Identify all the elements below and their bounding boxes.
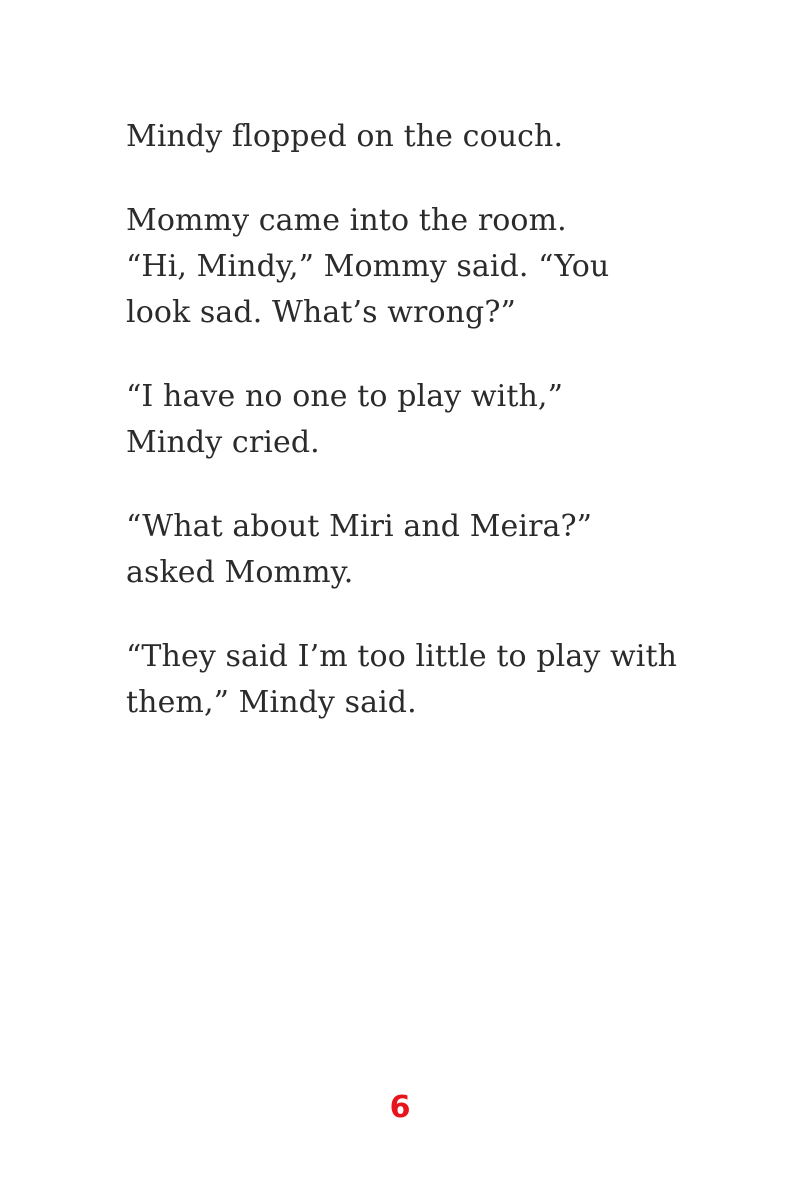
text-line: Mommy came into the room. xyxy=(126,203,567,238)
text-line: Mindy cried. xyxy=(126,425,320,460)
paragraph-1 xyxy=(126,114,746,160)
text-line: “They said I’m too little to play with xyxy=(126,639,678,674)
text-line: asked Mommy. xyxy=(126,555,354,590)
text-line: them,” Mindy said. xyxy=(126,685,417,720)
text-line: “What about Miri and Meira?” xyxy=(126,509,593,544)
text-line: Mindy flopped on the couch. xyxy=(126,119,564,154)
paragraph-4 xyxy=(126,504,746,596)
text-line: look sad. What’s wrong?” xyxy=(126,295,516,330)
paragraph-3 xyxy=(126,374,746,466)
text-line: “Hi, Mindy,” Mommy said. “You xyxy=(126,249,610,284)
story-text xyxy=(126,114,746,764)
paragraph-2 xyxy=(126,198,746,336)
text-line: “I have no one to play with,” xyxy=(126,379,564,414)
page-number: 6 xyxy=(389,1090,411,1125)
paragraph-5 xyxy=(126,634,746,726)
